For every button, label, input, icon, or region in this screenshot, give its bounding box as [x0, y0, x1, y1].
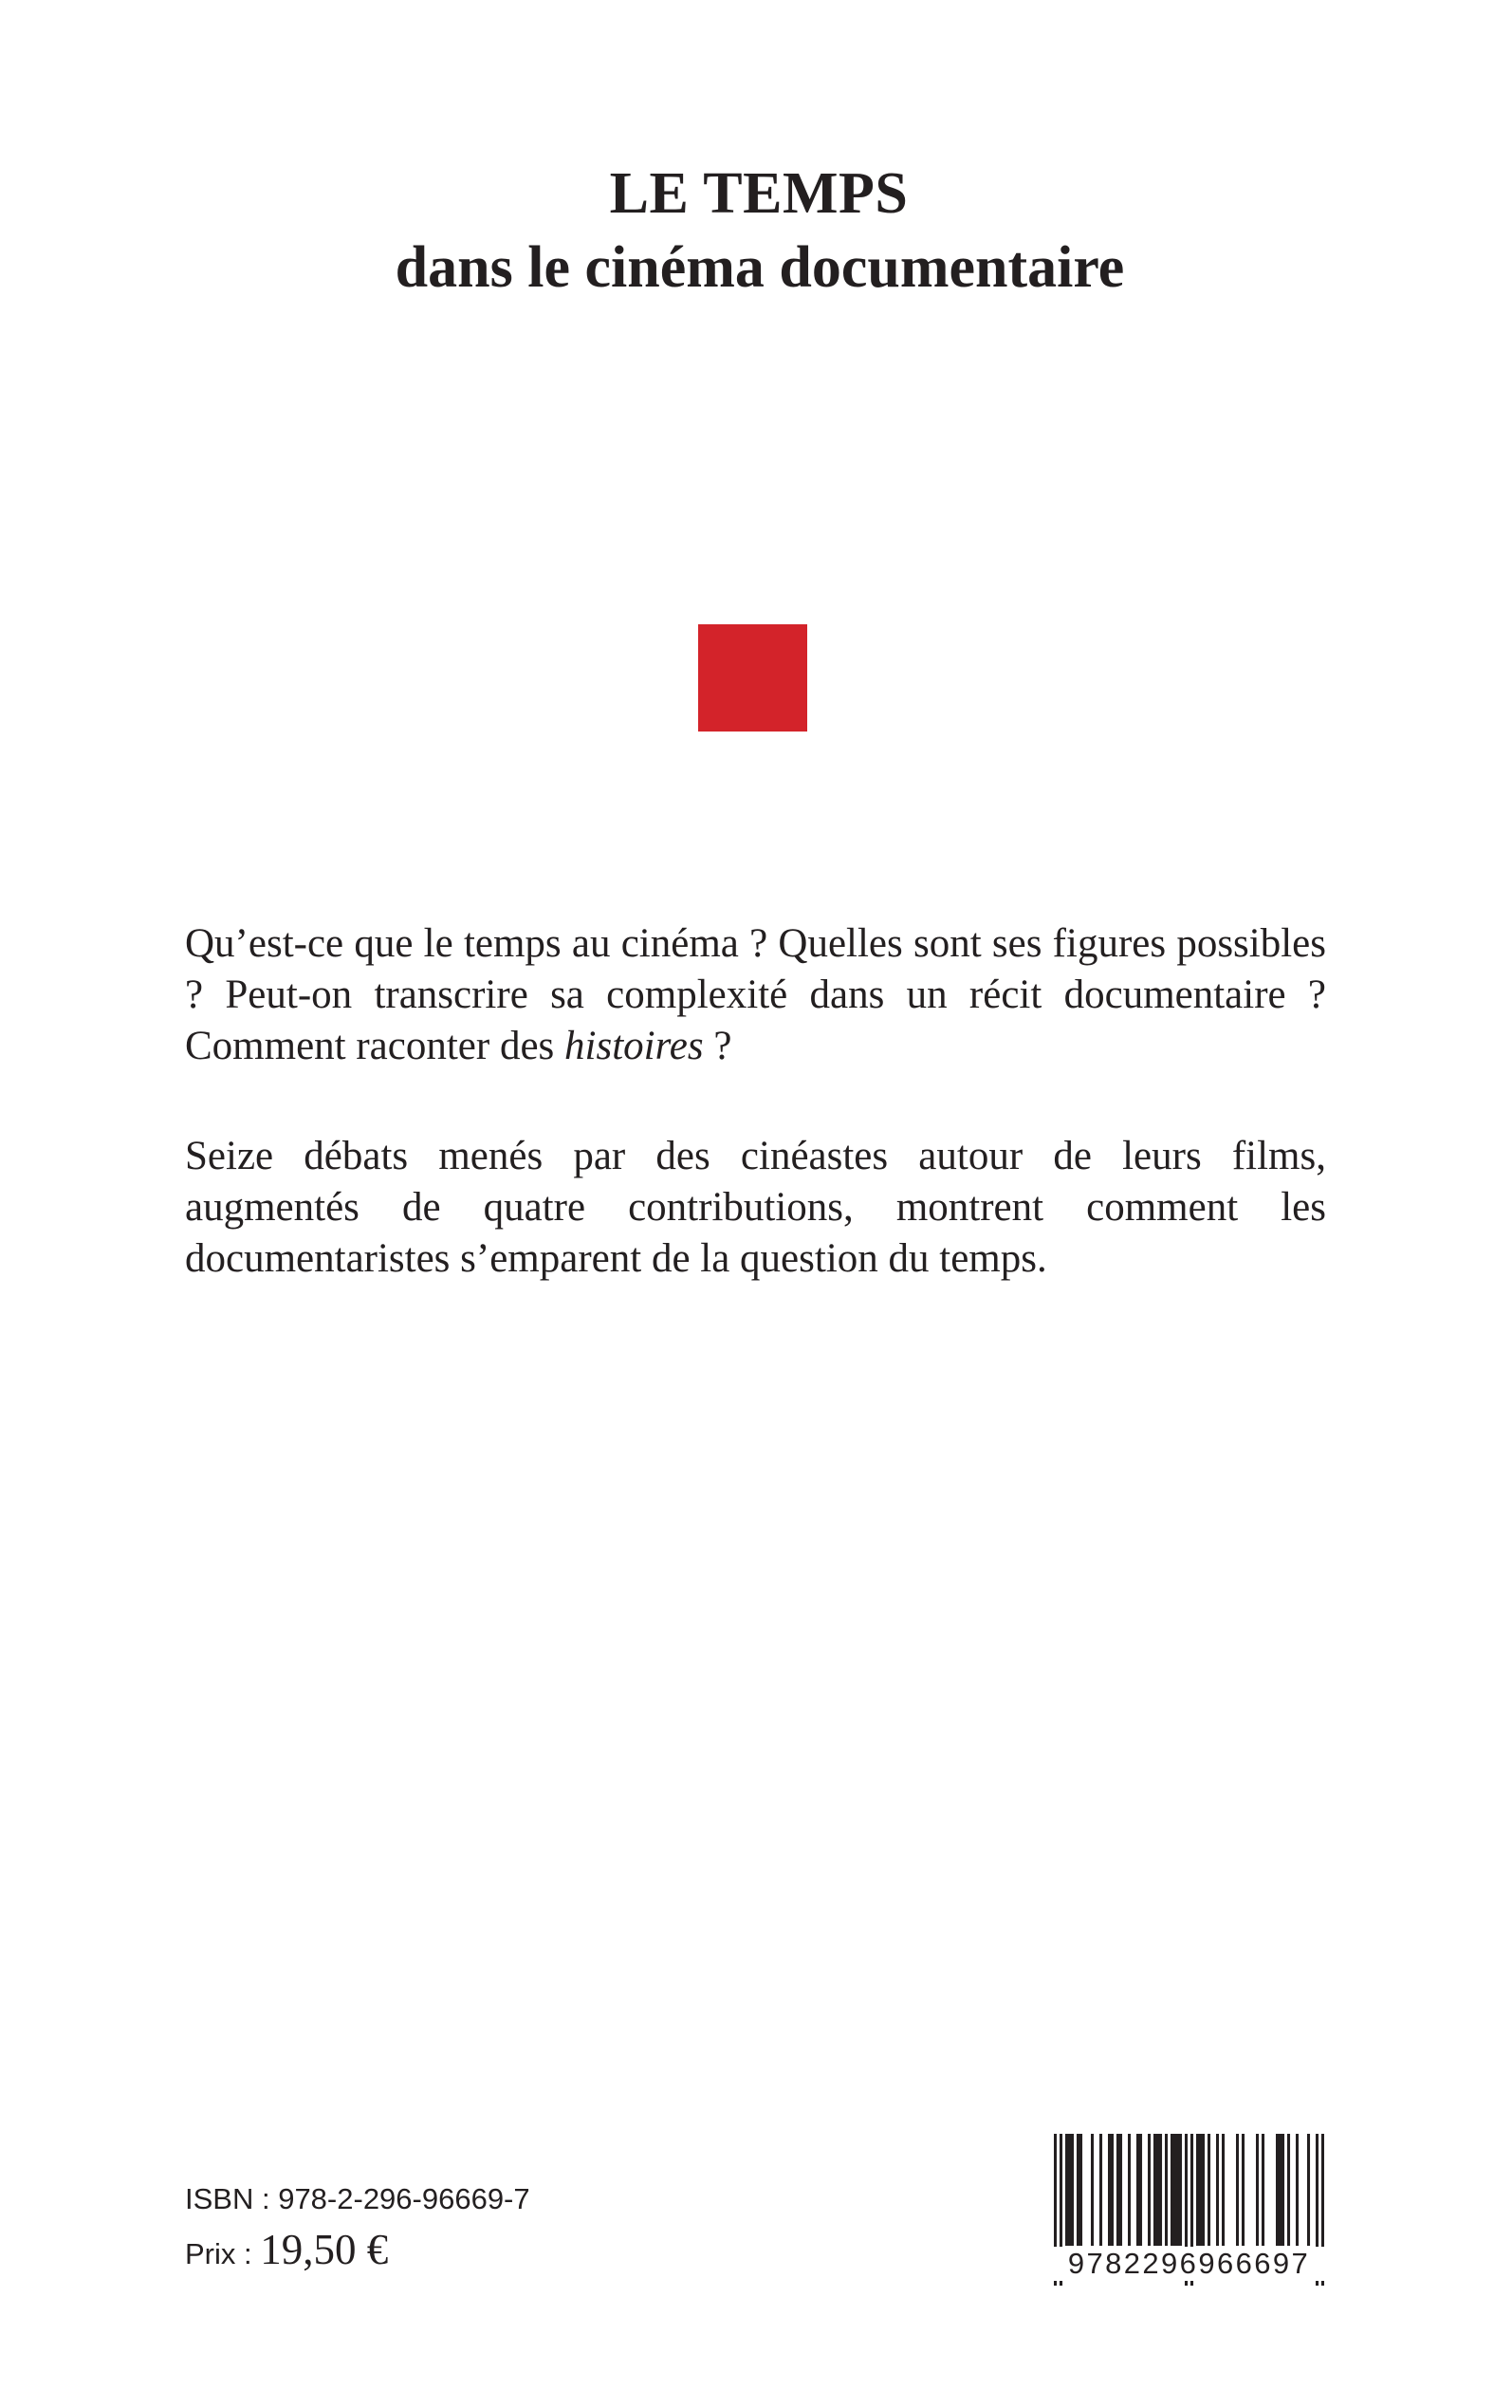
barcode-bar [1128, 2134, 1131, 2246]
price-value: 19,50 € [260, 2226, 389, 2273]
barcode-bar [1176, 2134, 1179, 2246]
book-subtitle: dans le cinéma documentaire [395, 235, 1125, 300]
blurb-text-1a: Qu’est-ce que le temps au cinéma ? Quelles sont ses figures possibles ? Peut-on transcrire sa complexité dans un récit documentaire ? Comment raconter des [185, 921, 1326, 1068]
barcode-bar [1139, 2134, 1142, 2246]
barcode-bar [1119, 2134, 1122, 2246]
barcode-bar [1216, 2134, 1219, 2246]
barcode-bar [1173, 2134, 1176, 2246]
barcode-digits: 9782296966697 [1049, 2247, 1329, 2281]
barcode-bar [1153, 2134, 1156, 2246]
barcode-bar [1287, 2134, 1290, 2246]
barcode-bar [1136, 2134, 1139, 2246]
barcode-bar [1108, 2134, 1111, 2246]
barcode-bar [1116, 2134, 1119, 2246]
isbn-value: 978-2-296-96669-7 [278, 2182, 530, 2215]
barcode-bar [1091, 2134, 1094, 2246]
price-line [185, 2225, 388, 2274]
barcode-bar [1296, 2134, 1299, 2246]
red-square-emblem [698, 624, 807, 732]
barcode-bar [1077, 2134, 1079, 2246]
book-title: LE TEMPS [609, 161, 909, 226]
barcode-bar [1196, 2134, 1199, 2246]
isbn-label: ISBN : [185, 2182, 279, 2215]
barcode-bar [1165, 2134, 1168, 2246]
barcode-bar [1071, 2134, 1074, 2246]
barcode-bar [1307, 2134, 1310, 2246]
barcode-bar [1156, 2134, 1159, 2246]
barcode-bar [1282, 2134, 1284, 2246]
barcode-bar [1222, 2134, 1225, 2246]
barcode-bar [1065, 2134, 1068, 2246]
barcode-bar [1159, 2134, 1162, 2246]
blurb-paragraph-2: Seize débats menés par des cinéastes autour de leurs films, augmentés de quatre contributions, montrent comment les documentaristes s’emparent de la question du temps. [185, 1134, 1326, 1281]
barcode-bar [1208, 2134, 1210, 2246]
blurb-italic-word: histoires [564, 1024, 704, 1068]
barcode-bar [1111, 2134, 1114, 2246]
blurb-text-1b: ? [703, 1024, 732, 1068]
title-block [0, 157, 1512, 305]
barcode-bar [1199, 2134, 1202, 2246]
barcode-bar [1276, 2134, 1279, 2246]
barcode-bar [1179, 2134, 1182, 2246]
barcode-bar [1079, 2134, 1082, 2246]
barcode-bar [1279, 2134, 1282, 2246]
barcode-bar [1262, 2134, 1264, 2246]
barcode-bar [1256, 2134, 1259, 2246]
barcode-bar [1202, 2134, 1205, 2246]
barcode-bar [1236, 2134, 1239, 2246]
isbn-line [185, 2182, 530, 2216]
price-label: Prix : [185, 2237, 261, 2270]
barcode-bar [1099, 2134, 1102, 2246]
barcode-bar [1148, 2134, 1151, 2246]
barcode-bar [1171, 2134, 1173, 2246]
barcode-bar [1242, 2134, 1245, 2246]
blurb-paragraph-1 [185, 918, 1326, 1072]
barcode-bar [1068, 2134, 1071, 2246]
